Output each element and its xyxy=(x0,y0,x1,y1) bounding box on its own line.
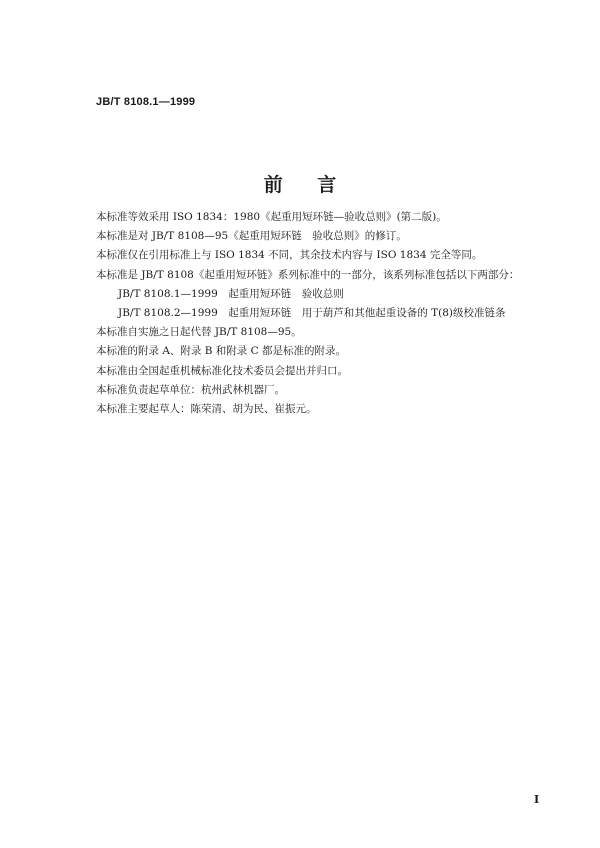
foreword-body xyxy=(96,208,536,419)
paragraph-adoption: 本标准等效采用 ISO 1834：1980《起重用短环链—验收总则》(第二版)。 xyxy=(96,211,447,223)
paragraph-difference: 本标准仅在引用标准上与 ISO 1834 不同，其余技术内容与 ISO 1834 完全等同。 xyxy=(96,249,483,262)
page-number: I xyxy=(534,793,540,806)
standard-code-header: JB/T 8108.1—1999 xyxy=(96,96,196,108)
paragraph-annexes: 本标准的附录 A、附录 B 和附录 C 都是标准的附录。 xyxy=(96,345,347,358)
paragraph-drafting-unit: 本标准负责起草单位：杭州武林机器厂。 xyxy=(96,383,285,396)
paragraph-replacement: 本标准自实施之日起代替 JB/T 8108—95。 xyxy=(96,326,302,339)
page-title: 前 言 xyxy=(263,174,351,196)
paragraph-revision: 本标准是对 JB/T 8108—95《起重用短环链 验收总则》的修订。 xyxy=(96,230,407,243)
part-item-1: JB/T 8108.1—1999 起重用短环链 验收总则 xyxy=(118,287,344,300)
part-item-2: JB/T 8108.2—1999 起重用短环链 用于葫芦和其他起重设备的 T(8)级校准链条 xyxy=(118,307,506,320)
paragraph-drafters: 本标准主要起草人：陈荣清、胡为民、崔振元。 xyxy=(96,403,317,416)
paragraph-series: 本标准是 JB/T 8108《起重用短环链》系列标准中的一部分，该系列标准包括以下两部分： xyxy=(96,268,520,281)
paragraph-proposer: 本标准由全国起重机械标准化技术委员会提出并归口。 xyxy=(96,364,348,377)
